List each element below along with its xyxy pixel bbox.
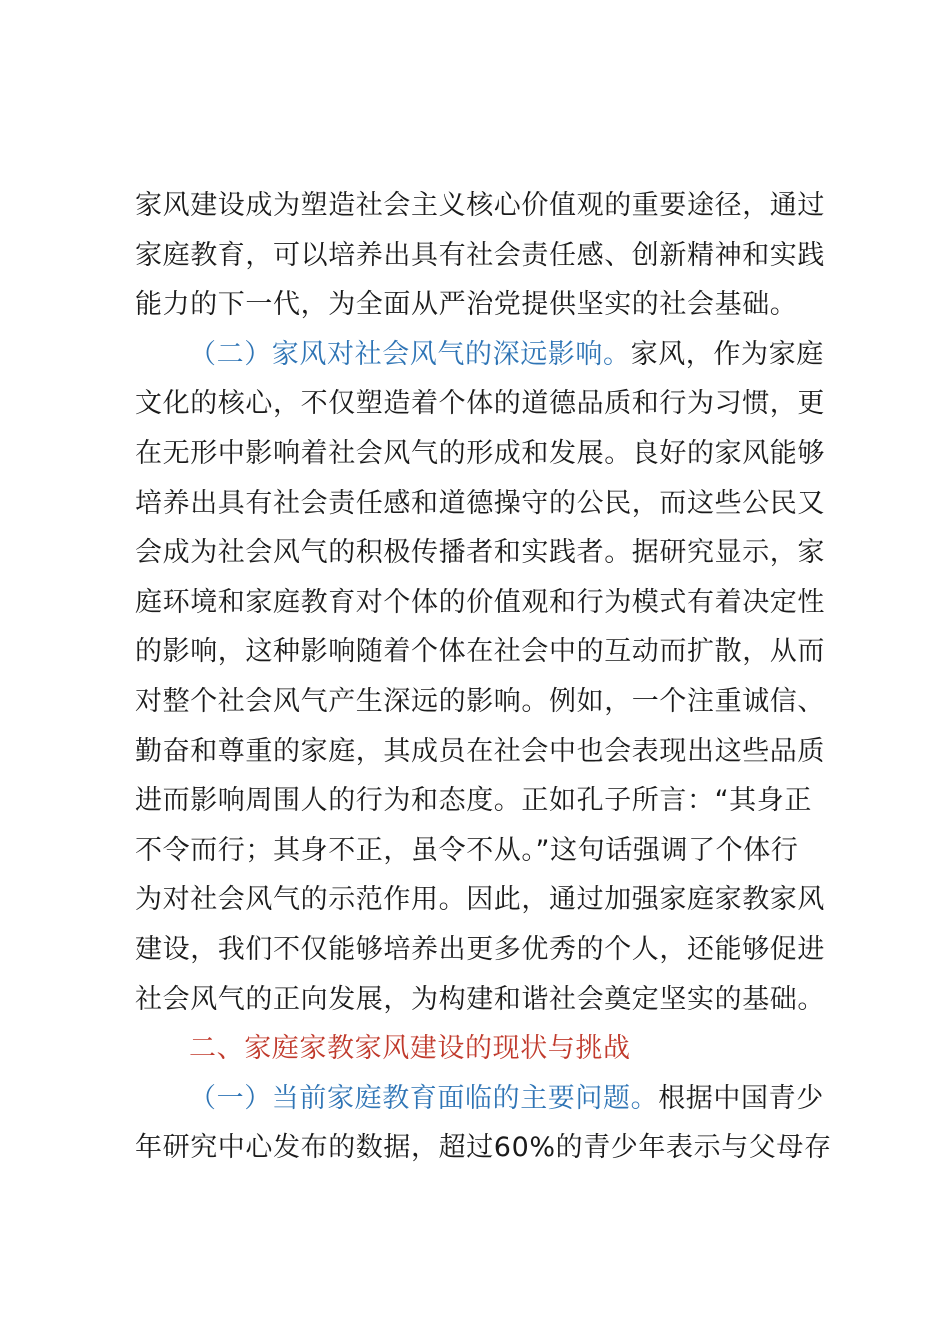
text-line: 社会风气的正向发展，为构建和谐社会奠定坚实的基础。 bbox=[135, 983, 825, 1015]
text-line: 会成为社会风气的积极传播者和实践者。据研究显示，家 bbox=[135, 537, 825, 569]
paragraph-start bbox=[135, 330, 835, 380]
text-line: 家庭教育，可以培养出具有社会责任感、创新精神和实践 bbox=[135, 239, 825, 271]
text-line: 能力的下一代，为全面从严治党提供坚实的社会基础。 bbox=[135, 289, 798, 321]
body-text bbox=[135, 181, 835, 1173]
text-line: 不令而行；其身不正，虽令不从。”这句话强调了个体行 bbox=[135, 834, 799, 866]
text-line: 为对社会风气的示范作用。因此，通过加强家庭家教家风 bbox=[135, 884, 825, 916]
text-line: 对整个社会风气产生深远的影响。例如，一个注重诚信、 bbox=[135, 685, 825, 717]
subheading-one: （一）当前家庭教育面临的主要问题。 bbox=[189, 1082, 659, 1114]
section-heading-two: 二、家庭家教家风建设的现状与挑战 bbox=[189, 1033, 631, 1065]
text-line: 进而影响周围人的行为和态度。正如孔子所言：“其身正 bbox=[135, 785, 812, 817]
text-span: 家风，作为家庭 bbox=[630, 338, 824, 370]
text-line: 家风建设成为塑造社会主义核心价值观的重要途径，通过 bbox=[135, 190, 825, 221]
text-line: 的影响，这种影响随着个体在社会中的互动而扩散，从而 bbox=[135, 636, 825, 668]
paragraph-start bbox=[135, 1074, 835, 1124]
text-span: 根据中国青少 bbox=[658, 1082, 824, 1114]
text-line: 在无形中影响着社会风气的形成和发展。良好的家风能够 bbox=[135, 437, 825, 469]
text-line: 年研究中心发布的数据，超过60%的青少年表示与父母存 bbox=[135, 1132, 832, 1164]
subheading-two: （二）家风对社会风气的深远影响。 bbox=[189, 338, 631, 370]
text-line: 建设，我们不仅能够培养出更多优秀的个人，还能够促进 bbox=[135, 933, 825, 965]
text-line: 勤奋和尊重的家庭，其成员在社会中也会表现出这些品质 bbox=[135, 735, 825, 767]
text-line: 文化的核心，不仅塑造着个体的道德品质和行为习惯，更 bbox=[135, 388, 825, 420]
text-line: 培养出具有社会责任感和道德操守的公民，而这些公民又 bbox=[135, 487, 825, 519]
text-line: 庭环境和家庭教育对个体的价值观和行为模式有着决定性 bbox=[135, 586, 825, 618]
